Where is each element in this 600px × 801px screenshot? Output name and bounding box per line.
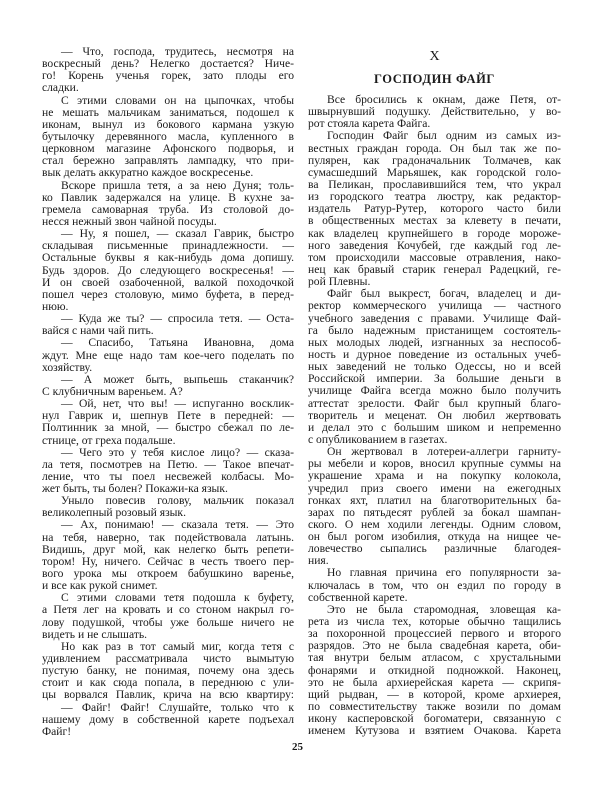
text-line: Полтинник за мной, — быстро сбежал по ле-: [42, 421, 294, 435]
text-line: — А может быть, выпьешь стаканчик?: [61, 372, 294, 386]
text-line: рот стояла карета Файга.: [308, 117, 431, 131]
text-line: швырнувший подушку. Действительно, у во-: [308, 105, 561, 119]
text-line: га было надежным пристанищем состоятель-: [308, 323, 561, 337]
text-line: том происходили массовые отравления, нако-: [308, 250, 561, 264]
text-line: на тебя, наверно, так подействовала латынь.: [42, 530, 294, 544]
text-line: по совместительству также возили по домам: [308, 700, 561, 714]
text-line: — Что, господа, трудитесь, несмотря на: [61, 45, 294, 58]
text-line: Файг был выкрест, богач, владелец и ди-: [327, 287, 561, 301]
text-line: ва Пеликан, прославившийся тем, что украл: [308, 177, 561, 191]
text-line: икону касперовской богоматери, связанную с: [308, 712, 561, 726]
text-line: ление, что ты поел несвежей колбасы. Мо-: [42, 469, 294, 483]
text-line: гонках яхт, платил на благотворительных ба-: [308, 493, 561, 507]
text-line: ключалась в том, что он ездил по городу в: [308, 578, 561, 592]
text-line: училище Файга всегда можно было получить: [308, 384, 561, 398]
text-line: Но главная причина его популярности за-: [327, 566, 561, 580]
text-line: Но как раз в тот самый миг, когда тетя с: [61, 639, 294, 653]
text-line: С клубничным вареньем. А?: [42, 384, 183, 398]
text-line: великолепный розовый язык.: [42, 506, 186, 520]
text-line: он был рогом изобилия, откуда на нищее че-: [308, 530, 561, 544]
chapter-title: ГОСПОДИН ФАЙГ: [374, 72, 495, 86]
text-line: сумасшедший Марьяшек, как городской голо-: [308, 165, 561, 179]
text-line: ного заведения Кочубей, где каждый год ле-: [308, 238, 561, 252]
text-line: воскресный день? Нелегко достается? Ниче-: [42, 57, 294, 71]
text-line: жет быть, ты болен? Покажи-ка язык.: [42, 482, 228, 496]
text-line: Вскоре пришла тетя, а за нею Дуня; толь-: [61, 178, 294, 192]
text-line: именем Кутузова и взятием Очакова. Карета: [308, 724, 561, 738]
text-line: как владелец крупнейшего в городе мороже-: [308, 226, 561, 240]
text-line: рой Плевны.: [308, 275, 371, 289]
text-line: вайся с нами чай пить.: [42, 324, 154, 338]
text-line: стоит и как сюда попала, в переднюю с ули-: [42, 676, 294, 690]
text-line: несся нежный звон чайной посуды.: [42, 214, 217, 228]
text-line: — Куда же ты? — спросила тетя. — Оста-: [61, 312, 294, 326]
text-line: ждут. Мне еще надо там кое-чего поделать по: [42, 348, 294, 362]
text-line: вого урока мы откроем бабушкино варенье,: [42, 567, 294, 581]
text-line: бутылочку деревянного масла, купленного в: [42, 129, 294, 143]
text-line: Российской империи. За большие деньги в: [308, 372, 561, 386]
text-line: Все бросились к окнам, даже Петя, от-: [327, 93, 561, 106]
text-line: ных заведений не только Одессы, но и всей: [308, 360, 561, 374]
text-line: Это не была старомодная, зловещая ка-: [327, 602, 561, 616]
text-line: лову подушкой, чтобы уже больше ничего не: [42, 615, 294, 629]
right-column-body: [308, 94, 561, 737]
text-line: тором! Ну, ничего. Сейчас в честь твоего пер-: [42, 554, 294, 568]
right-column: [308, 46, 561, 737]
text-line: пустую банку, не понимая, почему она здесь: [42, 664, 294, 678]
text-line: ректор коммерческого училища — частного: [308, 299, 561, 313]
text-line: пулярен, как градоначальник Толмачев, как: [308, 153, 561, 167]
text-line: аттестат зрелости. Файг был крупный благо-: [308, 396, 561, 410]
text-line: — Файг! Файг! Слушайте, только что к: [61, 700, 294, 714]
text-line: фонарями и откидной подножкой. Наконец,: [308, 663, 561, 677]
text-line: вык делать аккуратно каждое воскресенье.: [42, 166, 254, 180]
text-line: — Спасибо, Татьяна Ивановна, дома: [61, 336, 294, 350]
text-line: сладки.: [42, 81, 79, 95]
text-line: Файг!: [42, 724, 72, 738]
text-line: нул Гаврик и, шепнув Пете в передней: —: [42, 409, 294, 423]
text-line: хозяйству.: [42, 360, 93, 374]
text-line: и все как рукой снимет.: [42, 579, 158, 593]
text-line: ных молодых людей, изгнанных за неспособ-: [308, 335, 561, 349]
text-line: зарах по пятьдесят рублей за бокал шампан-: [308, 505, 561, 519]
text-line: стнице, от греха подальше.: [42, 433, 176, 447]
text-line: гремела самоварная труба. Из столовой до-: [42, 202, 294, 216]
text-line: ла тетя, посмотрев на Петю. — Такое впечат-: [42, 457, 294, 471]
text-line: — Ну, я пошел, — сказал Гаврик, быстро: [61, 227, 294, 241]
text-line: складывая письменные принадлежности. —: [42, 239, 294, 253]
text-line: иконам, вынул из бокового кармана узкую: [42, 117, 294, 131]
text-line: ского. О нем ходили легенды. Одним словом,: [308, 517, 561, 531]
text-line: церковном магазине Афонского подворья, и: [42, 142, 294, 156]
chapter-number: X: [429, 49, 440, 64]
text-line: Будь здоров. До следующего воскресенья! —: [42, 263, 294, 277]
text-line: учредил приз своего имени на ежегодных: [308, 481, 561, 495]
left-column: [42, 46, 294, 738]
text-line: тая внутри белым атласом, с хрустальными: [308, 651, 561, 665]
text-line: — Ах, понимаю! — сказала тетя. — Это: [61, 518, 294, 532]
text-line: Уныло повесив голову, мальчик показал: [61, 494, 294, 508]
text-line: а Петя лег на кровать и со стоном накрыл го-: [42, 603, 294, 617]
text-line: ры мебели и коров, вносил крупные суммы на: [308, 457, 561, 471]
text-line: собственной карете.: [308, 590, 408, 604]
text-line: ловечество сыпались различные благодея-: [308, 542, 561, 556]
text-line: это не была архиерейская карета — скрипя-: [308, 675, 561, 689]
text-line: вестных граждан города. Он был так же по-: [308, 141, 561, 155]
text-line: и делал это с большим шиком и непременно: [308, 420, 561, 434]
text-line: цы ворвался Павлик, крича на всю квартиру:: [42, 688, 294, 702]
text-line: ность и дурное поведение из остальных учеб-: [308, 347, 561, 361]
text-line: Остальные буквы я как-нибудь дома допишу.: [42, 251, 294, 265]
text-line: творитель и меценат. Он любил жертвовать: [308, 408, 561, 422]
text-line: пошел через столовую, мимо буфета, в перед-: [42, 287, 294, 301]
text-line: С этими словами тетя подошла к буфету,: [61, 591, 294, 605]
text-line: издатель Ратур-Рутер, которого часто били: [308, 202, 561, 216]
text-line: за похоронной процессией первого и второго: [308, 627, 561, 641]
text-line: — Чего это у тебя кислое лицо? — сказа-: [61, 445, 294, 459]
text-line: в общественных местах за клевету в печати,: [308, 214, 561, 228]
text-line: рета из числа тех, которые обычно тащились: [308, 615, 561, 629]
text-line: нашему дому в собственной карете подъехал: [42, 712, 294, 726]
text-line: С этими словами он на цыпочках, чтобы: [61, 93, 294, 107]
text-line: не мешать мальчикам заниматься, подошел к: [42, 105, 294, 119]
page-number: 25: [292, 741, 303, 753]
text-line: с опубликованием в газетах.: [308, 432, 448, 446]
text-line: го! Корень ученья горек, зато плоды его: [42, 69, 294, 83]
text-line: учебного заведения с правами. Училище Фай-: [308, 311, 561, 325]
text-line: нец как бравый старик генерал Радецкий, ге-: [308, 262, 561, 276]
text-line: ния.: [308, 554, 329, 568]
text-line: из городского театра люстру, как редактор-: [308, 190, 561, 204]
text-line: Он жертвовал в лотереи-аллегри гарниту-: [327, 445, 561, 459]
text-line: стал бережно заправлять лампадку, что при-: [42, 154, 294, 168]
text-line: разрядов. Это не была свадебная карета, оби-: [308, 639, 561, 653]
text-line: нюю.: [42, 299, 69, 313]
text-line: Господин Файг был одним из самых из-: [327, 129, 561, 143]
text-line: видеть и не слышать.: [42, 627, 148, 641]
text-line: И он своей озабоченной, валкой походочкой: [42, 275, 294, 289]
text-line: украшение храма и на покупку колокола,: [308, 469, 561, 483]
text-line: Видишь, друг мой, как нелегко быть репети-: [42, 542, 294, 556]
text-line: ко Павлик задержался на улице. В кухне за-: [42, 190, 294, 204]
text-line: удивлением рассматривала чисто вымытую: [42, 652, 294, 666]
text-line: — Ой, нет, что вы! — испуганно восклик-: [61, 397, 294, 411]
text-line: щий рыдван, — в которой, кроме архиерея,: [308, 687, 561, 701]
